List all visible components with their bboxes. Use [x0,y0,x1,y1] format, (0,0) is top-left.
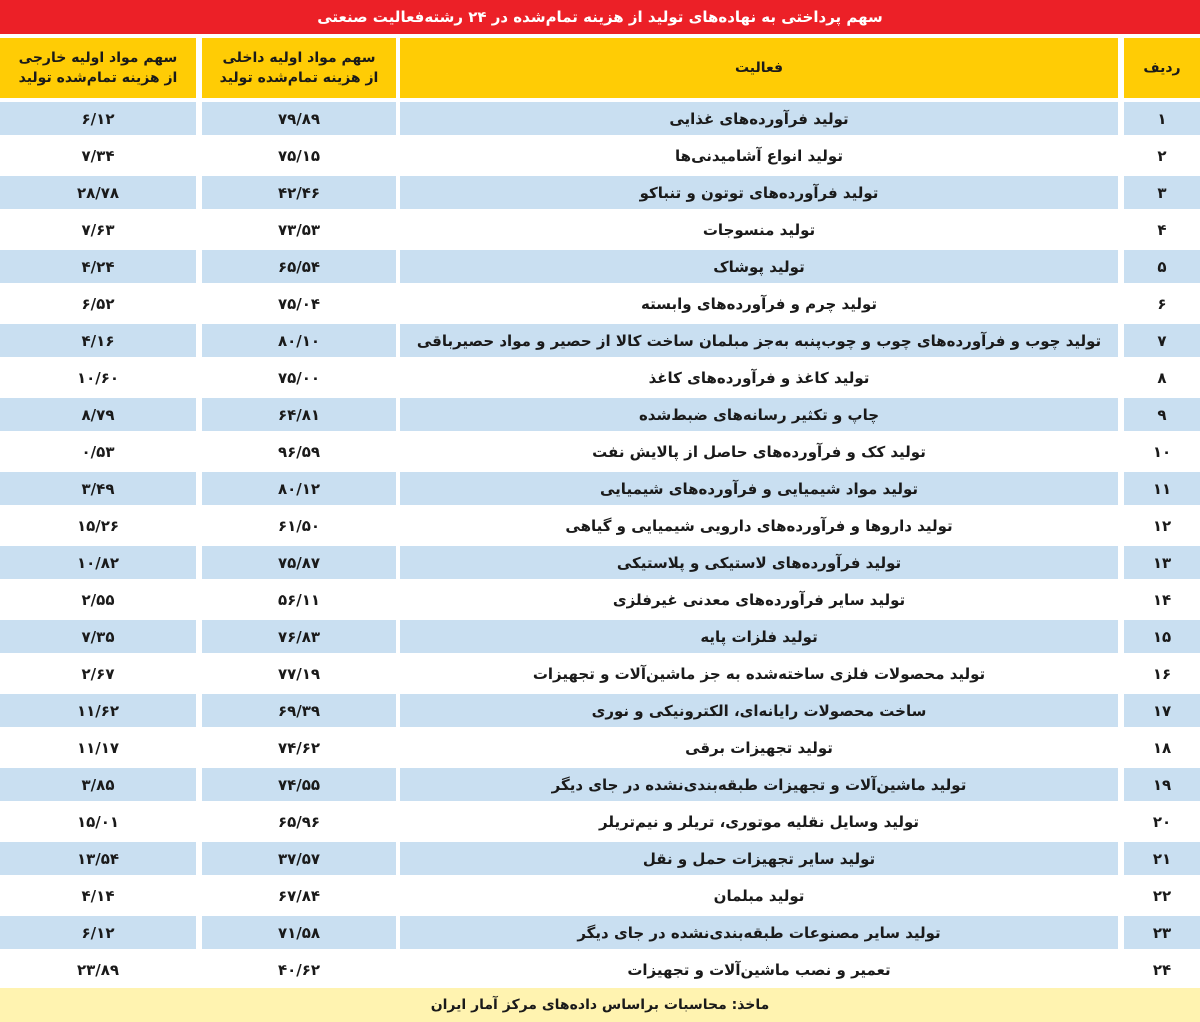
table-row [0,581,1200,618]
activity-name: چاپ و تکثیر رسانه‌های ضبط‌شده [400,398,1118,431]
table-row [0,729,1200,766]
domestic-share-value: ۷۱/۵۸ [202,916,396,949]
foreign-share-value: ۱۱/۶۲ [0,694,196,727]
row-number: ۱۰ [1152,442,1172,461]
domestic-share-value: ۷۷/۱۹ [277,664,321,683]
table-row [0,433,1200,470]
activity-name: تولید تجهیزات برقی [685,738,833,757]
table-row [0,100,1200,137]
activity-name: تولید ماشین‌آلات و تجهیزات طبقه‌بندی‌نشده در جای دیگر [400,768,1118,801]
table-row [0,655,1200,692]
domestic-share-value: ۹۶/۵۹ [277,442,321,461]
table-row [0,507,1200,544]
row-number: ۸ [1157,368,1167,387]
row-number: ۲۴ [1152,960,1172,979]
row-number: ۱۲ [1152,516,1172,535]
table-row [0,137,1200,174]
table-row [0,396,1200,433]
domestic-share-value: ۶۷/۸۴ [277,886,321,905]
activity-name: تولید مواد شیمیایی و فرآورده‌های شیمیایی [400,472,1118,505]
header-domestic-share: سهم مواد اولیه داخلی از هزینه تمام‌شده تولید [202,38,396,98]
foreign-share-value: ۶/۱۲ [0,102,196,135]
domestic-share-value: ۶۴/۸۱ [202,398,396,431]
foreign-share-value: ۴/۲۴ [0,250,196,283]
row-number: ۹ [1124,398,1200,431]
domestic-share-value: ۸۰/۱۲ [202,472,396,505]
domestic-share-value: ۶۹/۳۹ [202,694,396,727]
table-row [0,285,1200,322]
table-row [0,174,1200,211]
row-number: ۱۹ [1124,768,1200,801]
table-row [0,211,1200,248]
foreign-share-value: ۲/۶۷ [81,664,115,683]
activity-name: تولید سایر مصنوعات طبقه‌بندی‌نشده در جای دیگر [400,916,1118,949]
table-row [0,544,1200,581]
foreign-share-value: ۱۵/۰۱ [76,812,120,831]
activity-name: تولید چوب و فرآورده‌های چوب و چوب‌پنبه به‌جز مبلمان ساخت کالا از حصیر و مواد حصیرباقی [400,324,1118,357]
row-number: ۱ [1124,102,1200,135]
foreign-share-value: ۶/۱۲ [0,916,196,949]
foreign-share-value: ۱۰/۸۲ [0,546,196,579]
activity-name: تولید فرآورده‌های لاستیکی و پلاستیکی [400,546,1118,579]
row-number: ۲۱ [1124,842,1200,875]
domestic-share-value: ۷۳/۵۳ [277,220,321,239]
foreign-share-value: ۳/۴۹ [0,472,196,505]
table-header [0,38,1200,100]
foreign-share-value: ۷/۳۵ [0,620,196,653]
header-activity: فعالیت [400,38,1118,98]
activity-name: تولید پوشاک [400,250,1118,283]
row-number: ۱۷ [1124,694,1200,727]
foreign-share-value: ۱۰/۶۰ [76,368,120,387]
activity-name: تعمیر و نصب ماشین‌آلات و تجهیزات [627,960,891,979]
activity-name: تولید محصولات فلزی ساخته‌شده به جز ماشین‌آلات و تجهیزات [532,664,986,683]
foreign-share-value: ۷/۶۳ [81,220,115,239]
domestic-share-value: ۷۵/۰۴ [277,294,321,313]
domestic-share-value: ۶۱/۵۰ [277,516,321,535]
row-number: ۱۱ [1124,472,1200,505]
domestic-share-value: ۵۶/۱۱ [277,590,321,609]
row-number: ۳ [1124,176,1200,209]
table-row [0,692,1200,729]
foreign-share-value: ۱۳/۵۴ [0,842,196,875]
activity-name: تولید وسایل نقلیه موتوری، تریلر و نیم‌تریلر [598,812,920,831]
activity-name: تولید کک و فرآورده‌های حاصل از پالایش نفت [592,442,926,461]
table-row [0,803,1200,840]
domestic-share-value: ۳۷/۵۷ [202,842,396,875]
domestic-share-value: ۷۹/۸۹ [202,102,396,135]
domestic-share-value: ۴۰/۶۲ [277,960,321,979]
domestic-share-value: ۷۴/۵۵ [202,768,396,801]
foreign-share-value: ۲۸/۷۸ [0,176,196,209]
foreign-share-value: ۷/۳۴ [81,146,115,165]
row-number: ۱۶ [1152,664,1172,683]
row-number: ۷ [1124,324,1200,357]
row-number: ۲۲ [1152,886,1172,905]
table-row [0,951,1200,988]
table-row [0,877,1200,914]
table-title: سهم پرداختی به نهاده‌های تولید از هزینه تمام‌شده در ۲۴ رشته‌فعالیت صنعتی [0,0,1200,34]
activity-name: تولید مبلمان [713,886,805,905]
foreign-share-value: ۴/۱۴ [81,886,115,905]
row-number: ۱۳ [1124,546,1200,579]
foreign-share-value: ۲/۵۵ [81,590,115,609]
foreign-share-value: ۱۱/۱۷ [76,738,120,757]
domestic-share-value: ۷۴/۶۲ [277,738,321,757]
domestic-share-value: ۶۵/۵۴ [202,250,396,283]
table-row [0,618,1200,655]
domestic-share-value: ۸۰/۱۰ [202,324,396,357]
domestic-share-value: ۷۶/۸۳ [202,620,396,653]
table-row [0,359,1200,396]
activity-name: تولید سایر تجهیزات حمل و نقل [400,842,1118,875]
header-row-number: ردیف [1124,38,1200,98]
foreign-share-value: ۸/۷۹ [0,398,196,431]
table-row [0,322,1200,359]
row-number: ۲۰ [1152,812,1172,831]
row-number: ۶ [1157,294,1167,313]
activity-name: تولید منسوجات [702,220,816,239]
activity-name: تولید کاغذ و فرآورده‌های کاغذ [648,368,870,387]
row-number: ۲۳ [1124,916,1200,949]
row-number: ۱۴ [1152,590,1172,609]
header-foreign-share: سهم مواد اولیه خارجی از هزینه تمام‌شده تولید [0,38,196,98]
row-number: ۱۸ [1152,738,1172,757]
foreign-share-value: ۳/۸۵ [0,768,196,801]
source-note: ماخذ: محاسبات براساس داده‌های مرکز آمار ایران [0,988,1200,1022]
foreign-share-value: ۱۵/۲۶ [76,516,120,535]
table-row [0,840,1200,877]
foreign-share-value: ۴/۱۶ [0,324,196,357]
row-number: ۱۵ [1124,620,1200,653]
activity-name: تولید فلزات پایه [400,620,1118,653]
table-row [0,766,1200,803]
row-number: ۵ [1124,250,1200,283]
foreign-share-value: ۶/۵۲ [81,294,115,313]
row-number: ۲ [1157,146,1167,165]
table-row [0,470,1200,507]
table-row [0,248,1200,285]
table-row [0,914,1200,951]
domestic-share-value: ۷۵/۸۷ [202,546,396,579]
domestic-share-value: ۶۵/۹۶ [277,812,321,831]
activity-name: تولید چرم و فرآورده‌های وابسته [641,294,877,313]
domestic-share-value: ۷۵/۰۰ [277,368,321,387]
foreign-share-value: ۲۳/۸۹ [76,960,120,979]
activity-name: تولید فرآورده‌های غذایی [400,102,1118,135]
foreign-share-value: ۰/۵۳ [81,442,115,461]
domestic-share-value: ۴۲/۴۶ [202,176,396,209]
activity-name: تولید فرآورده‌های توتون و تنباکو [400,176,1118,209]
activity-name: ساخت محصولات رایانه‌ای، الکترونیکی و نوری [400,694,1118,727]
domestic-share-value: ۷۵/۱۵ [277,146,321,165]
activity-name: تولید داروها و فرآورده‌های دارویی شیمیایی و گیاهی [565,516,953,535]
activity-name: تولید انواع آشامیدنی‌ها [675,146,843,165]
activity-name: تولید سایر فرآورده‌های معدنی غیرفلزی [612,590,906,609]
row-number: ۴ [1157,220,1167,239]
